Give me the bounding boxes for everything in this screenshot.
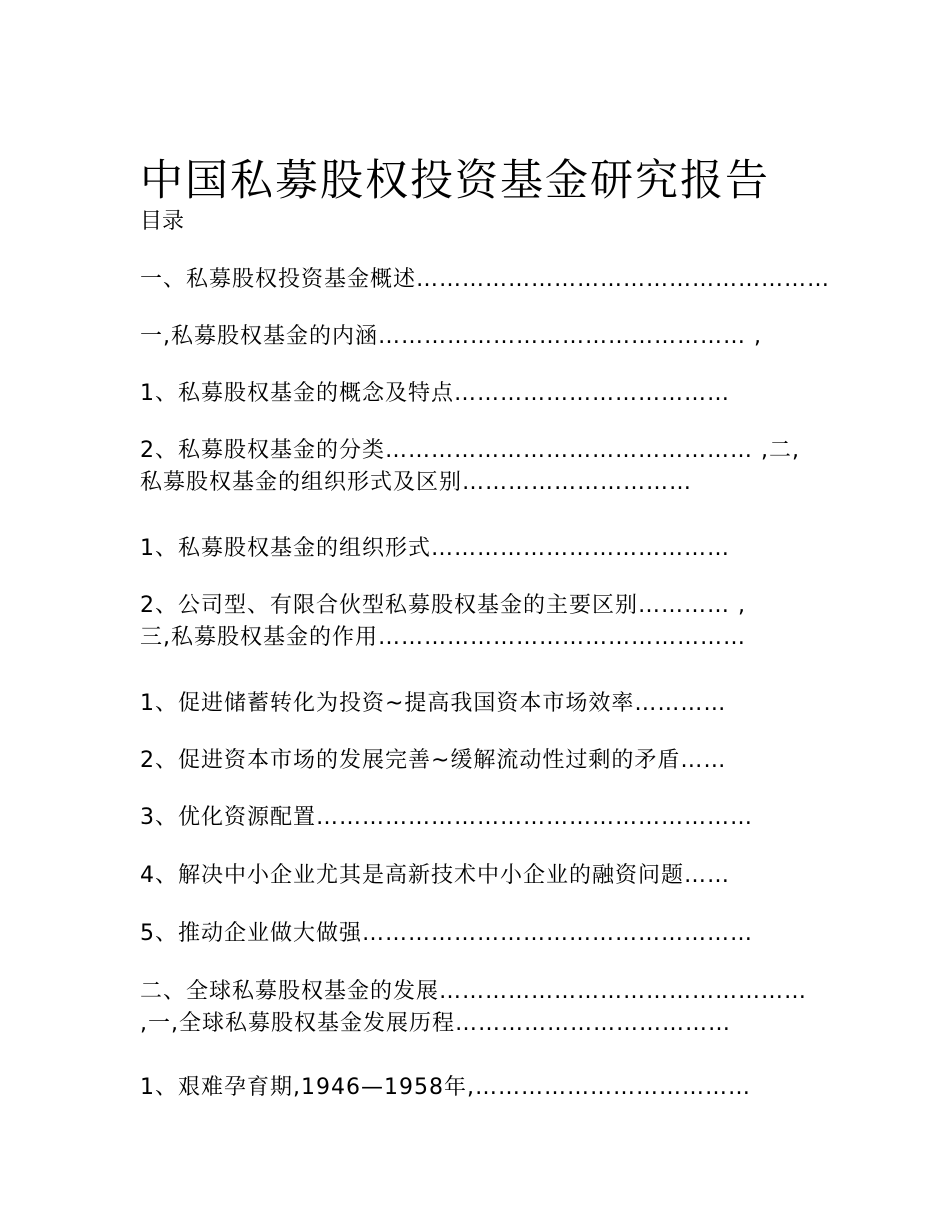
toc-entry (140, 860, 730, 892)
toc-entry (140, 976, 807, 1040)
toc-entry (140, 802, 753, 834)
toc-entry-text: 2、促进资本市场的发展完善~缓解流动性过剩的矛盾…… (140, 748, 727, 773)
toc-entry-text: 1、艰难孕育期,1946—1958年,……………………………… (140, 1075, 751, 1100)
toc-entry (140, 590, 746, 654)
toc-entry-text: 4、解决中小企业尤其是高新技术中小企业的融资问题…… (140, 863, 730, 888)
toc-entry-text: 1、私募股权基金的概念及特点……………………………… (140, 381, 730, 406)
toc-entry (140, 435, 800, 499)
toc-entry-text: 2、公司型、有限合伙型私募股权基金的主要区别………… , (140, 593, 746, 618)
toc-entry (140, 533, 730, 565)
toc-entry-text: 3、优化资源配置………………………………………………… (140, 805, 753, 830)
toc-entry-text: 私募股权基金的组织形式及区别………………………… (140, 470, 693, 495)
toc-entry (140, 264, 830, 296)
toc-entry (140, 1072, 751, 1104)
toc-entry (140, 918, 753, 950)
toc-entry (140, 378, 730, 410)
toc-entry (140, 745, 726, 777)
toc-entry (140, 321, 762, 353)
document-title: 中国私募股权投资基金研究报告 (140, 155, 770, 206)
toc-entry-text: 1、私募股权基金的组织形式………………………………… (140, 536, 730, 561)
toc-entry-text: 一,私募股权基金的内涵………………………………………… , (140, 324, 762, 349)
toc-entry-text: ,一,全球私募股权基金发展历程……………………………… (140, 1011, 731, 1036)
toc-entry-text: 一、私募股权投资基金概述……………………………………………… (140, 267, 831, 292)
toc-entry-text: 二、全球私募股权基金的发展………………………………………… (140, 979, 808, 1004)
toc-entry-text: 三,私募股权基金的作用………………………………………… (140, 625, 746, 650)
toc-entry-text: 2、私募股权基金的分类………………………………………… ,二, (140, 438, 800, 463)
toc-entry-text: 1、促进储蓄转化为投资~提高我国资本市场效率………… (140, 691, 727, 716)
toc-heading: 目录 (140, 209, 185, 234)
toc-entry-text: 5、推动企业做大做强…………………………………………… (140, 921, 753, 946)
toc-entry (140, 688, 726, 720)
